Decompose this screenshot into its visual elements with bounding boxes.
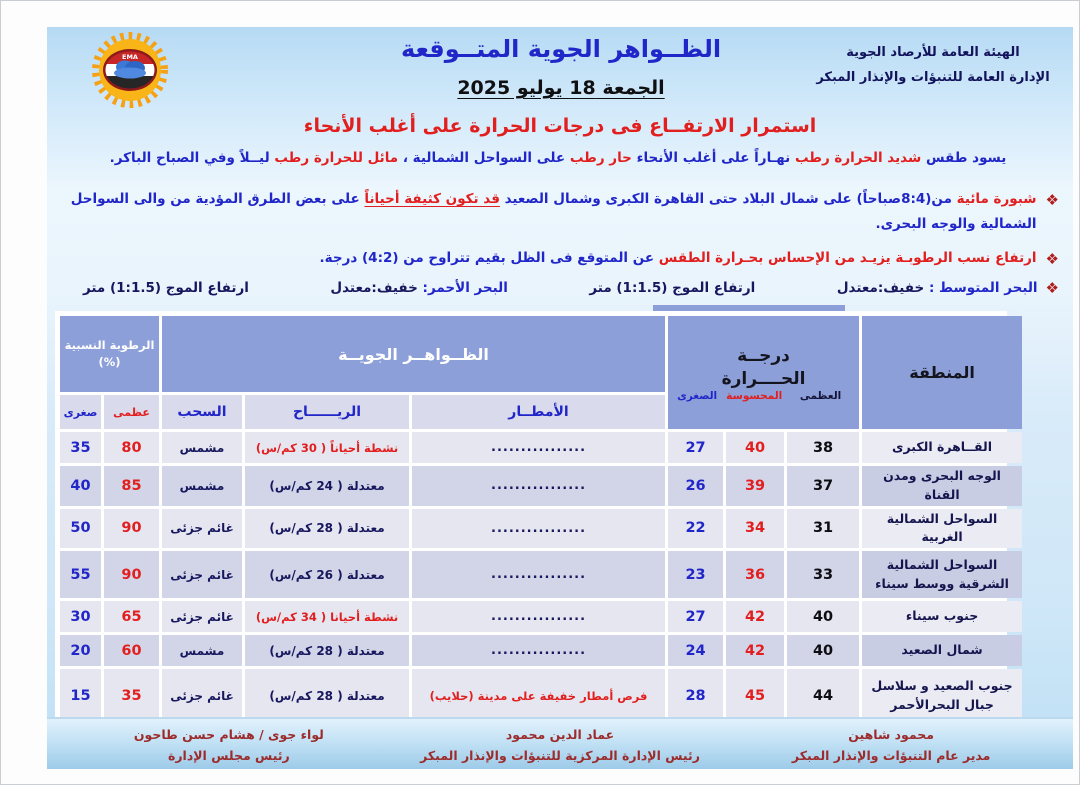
cell-rain: فرص أمطار خفيفة على مدينة (حلايب) <box>412 669 665 723</box>
cell-region: جنوب الصعيد و سلاسل جبال البحرالأحمر <box>862 669 1022 723</box>
cell-region: الوجه البحرى ومدن القناة <box>862 466 1022 506</box>
text-segment: ارتفاع نسب الرطوبـة يزيـد من الإحساس بحـرارة الطقس <box>658 250 1037 266</box>
cell-hmax: 90 <box>104 509 159 549</box>
table-row <box>60 509 1022 549</box>
cell-rain: ................ <box>412 551 665 598</box>
cell-region: القــاهرة الكبرى <box>862 432 1022 463</box>
cell-tmax: 44 <box>787 669 859 723</box>
signature-name: لواء جوى / هشام حسن طاحون <box>133 727 324 742</box>
cell-rain: ................ <box>412 432 665 463</box>
cell-tfeel: 40 <box>726 432 784 463</box>
cell-hmax: 65 <box>104 601 159 632</box>
cell-tfeel: 45 <box>726 669 784 723</box>
cell-tmax: 40 <box>787 635 859 666</box>
cell-wind: معتدلة ( 24 كم/س) <box>245 466 409 506</box>
cell-clouds: مشمس <box>162 432 242 463</box>
cell-tmin: 26 <box>668 466 723 506</box>
sea-condition-item <box>589 280 755 296</box>
cell-tfeel: 42 <box>726 635 784 666</box>
cell-clouds: غائم جزئى <box>162 601 242 632</box>
sun-flag-logo-icon <box>75 29 185 111</box>
column-header-region: المنطقة <box>862 316 1022 429</box>
cell-hmax: 60 <box>104 635 159 666</box>
cell-hmin: 50 <box>60 509 101 549</box>
cell-tfeel: 42 <box>726 601 784 632</box>
text-segment: شديد الحرارة رطب <box>794 150 922 166</box>
cell-tmin: 22 <box>668 509 723 549</box>
text-segment: عن المتوقع فى الظل بقيم تتراوح من (4:2) درجة. <box>319 250 659 266</box>
cell-hmax: 85 <box>104 466 159 506</box>
cell-region: السواحل الشمالية الشرقية ووسط سيناء <box>862 551 1022 598</box>
cell-hmax: 90 <box>104 551 159 598</box>
subheader-wind: الريــــــاح <box>245 395 409 429</box>
signature-block <box>735 724 1047 764</box>
text-segment: على السواحل الشمالية ، <box>398 150 570 166</box>
cell-tmax: 37 <box>787 466 859 506</box>
table-row <box>60 551 1022 598</box>
cell-tmin: 23 <box>668 551 723 598</box>
cell-tfeel: 34 <box>726 509 784 549</box>
cell-tfeel: 36 <box>726 551 784 598</box>
sea-value: ارتفاع الموج (1:1.5) متر <box>83 280 249 296</box>
cell-rain: ................ <box>412 509 665 549</box>
footer-signatures <box>47 717 1073 769</box>
sea-value: خفيف:معتدل <box>836 280 925 296</box>
diamond-bullet-icon: ❖ <box>1045 250 1059 268</box>
text-segment: من(8:4صباحاً) على شمال البلاد حتى القاهرة الكبرى وشمال الصعيد <box>499 191 957 207</box>
sea-condition-item <box>837 280 1038 296</box>
cell-wind: معتدلة ( 26 كم/س) <box>245 551 409 598</box>
signature-name: عماد الدين محمود <box>505 727 615 742</box>
cell-tmin: 28 <box>668 669 723 723</box>
cell-tmin: 27 <box>668 601 723 632</box>
subheader-humidity-min: صغرى <box>60 395 101 429</box>
subheader-clouds: السحب <box>162 395 242 429</box>
table-row <box>60 432 1022 463</box>
cell-wind: معتدلة ( 28 كم/س) <box>245 509 409 549</box>
cell-tmax: 33 <box>787 551 859 598</box>
signature-block <box>73 724 385 764</box>
headline: استمرار الارتفــاع فى درجات الحرارة على أغلب الأنحاء <box>303 115 817 137</box>
forecast-table-body <box>60 432 1022 723</box>
cell-region: شمال الصعيد <box>862 635 1022 666</box>
signature-title: رئيس الإدارة المركزية للتنبؤات والإنذار المبكر <box>420 748 700 764</box>
cell-hmin: 30 <box>60 601 101 632</box>
sea-condition-item <box>330 280 507 296</box>
signature-title: رئيس مجلس الإدارة <box>167 748 290 764</box>
humidity-warning-text <box>320 246 1037 274</box>
weather-summary-line <box>55 150 1061 166</box>
cell-clouds: غائم جزئى <box>162 509 242 549</box>
temperature-header-line1: درجــة <box>737 345 790 366</box>
cell-tmax: 40 <box>787 601 859 632</box>
cell-clouds: مشمس <box>162 635 242 666</box>
sea-conditions <box>83 280 1038 296</box>
text-segment: مائل للحرارة رطب <box>274 150 399 166</box>
organization-header <box>807 41 1059 90</box>
cell-clouds: غائم جزئى <box>162 551 242 598</box>
cell-rain: ................ <box>412 635 665 666</box>
diamond-bullet-icon: ❖ <box>1045 191 1059 209</box>
sea-condition-item <box>83 280 249 296</box>
fog-warning-bullet <box>63 187 1059 237</box>
ema-logo <box>75 29 185 111</box>
cell-tmax: 38 <box>787 432 859 463</box>
cell-clouds: مشمس <box>162 466 242 506</box>
org-department: الإدارة العامة للتنبؤات والإنذار المبكر <box>816 69 1050 85</box>
cell-rain: ................ <box>412 466 665 506</box>
cell-region: السواحل الشمالية الغربية <box>862 509 1022 549</box>
cell-hmin: 35 <box>60 432 101 463</box>
subheader-rain: الأمطــار <box>412 395 665 429</box>
cell-region: جنوب سيناء <box>862 601 1022 632</box>
org-name: الهيئة العامة للأرصاد الجوية <box>846 45 1020 60</box>
text-segment: على بعض الطرق المؤدية من والى السواحل الشمالية والوجه البحرى. <box>70 191 1037 232</box>
bulletin-date: الجمعة 18 يوليو 2025 <box>457 77 665 99</box>
text-segment: شبورة مائية <box>956 191 1037 207</box>
text-segment: يسود طقس <box>921 150 1007 166</box>
text-segment: نهـاراً على أغلب الأنحاء <box>631 150 795 166</box>
cell-wind: معتدلة ( 28 كم/س) <box>245 669 409 723</box>
table-row <box>60 601 1022 632</box>
cell-rain: ................ <box>412 601 665 632</box>
diamond-bullet-icon: ❖ <box>1045 279 1059 297</box>
cell-hmin: 15 <box>60 669 101 723</box>
cell-tfeel: 39 <box>726 466 784 506</box>
fog-warning-text <box>63 187 1037 237</box>
cell-wind: نشطة أحيانا ( 34 كم/س) <box>245 601 409 632</box>
cell-wind: نشطة أحياناً ( 30 كم/س) <box>245 432 409 463</box>
sea-name-label: البحر المتوسط : <box>924 280 1038 296</box>
cell-wind: معتدلة ( 28 كم/س) <box>245 635 409 666</box>
subheader-temp-min: الصغرى <box>677 390 718 403</box>
subheader-temp-max: العظمى <box>799 390 842 403</box>
cell-hmin: 40 <box>60 466 101 506</box>
cell-hmin: 55 <box>60 551 101 598</box>
humidity-warning-bullet <box>63 246 1059 274</box>
sea-state-line <box>83 279 1059 297</box>
signature-title: مدير عام التنبؤات والإنذار المبكر <box>791 748 991 764</box>
cell-hmax: 35 <box>104 669 159 723</box>
subheader-humidity-max: عظمى <box>104 395 159 429</box>
text-segment: حار رطب <box>569 150 632 166</box>
document-area <box>47 27 1073 768</box>
column-group-temperature <box>668 316 859 429</box>
cell-tmin: 27 <box>668 432 723 463</box>
table-row <box>60 635 1022 666</box>
text-segment: ليــلاً وفي الصباح الباكر. <box>109 150 275 166</box>
sea-value: خفيف:معتدل <box>330 280 418 296</box>
sea-value: ارتفاع الموج (1:1.5) متر <box>589 280 756 296</box>
subheader-temp-feel: المحسوسة <box>726 390 783 403</box>
forecast-table-container <box>55 311 1013 728</box>
text-segment: قد تكون كثيفة أحياناً <box>364 191 500 207</box>
signature-block <box>404 724 716 764</box>
page-title: الظــواهر الجوية المتــوقعة <box>400 35 722 63</box>
cell-tmax: 31 <box>787 509 859 549</box>
table-row <box>60 669 1022 723</box>
cell-hmin: 20 <box>60 635 101 666</box>
table-row <box>60 466 1022 506</box>
cell-clouds: غائم جزئى <box>162 669 242 723</box>
cell-hmax: 80 <box>104 432 159 463</box>
svg-text:EMA: EMA <box>122 53 138 61</box>
forecast-table <box>57 313 1025 726</box>
column-group-humidity: الرطوبة النسبية (%) <box>60 316 159 392</box>
temperature-header-line2: الحــــرارة <box>721 368 806 389</box>
cell-tmin: 24 <box>668 635 723 666</box>
signature-name: محمود شاهين <box>848 727 935 742</box>
column-group-phenomena: الظــواهــر الجويــة <box>162 316 665 392</box>
sea-name-label: البحر الأحمر: <box>417 280 508 296</box>
